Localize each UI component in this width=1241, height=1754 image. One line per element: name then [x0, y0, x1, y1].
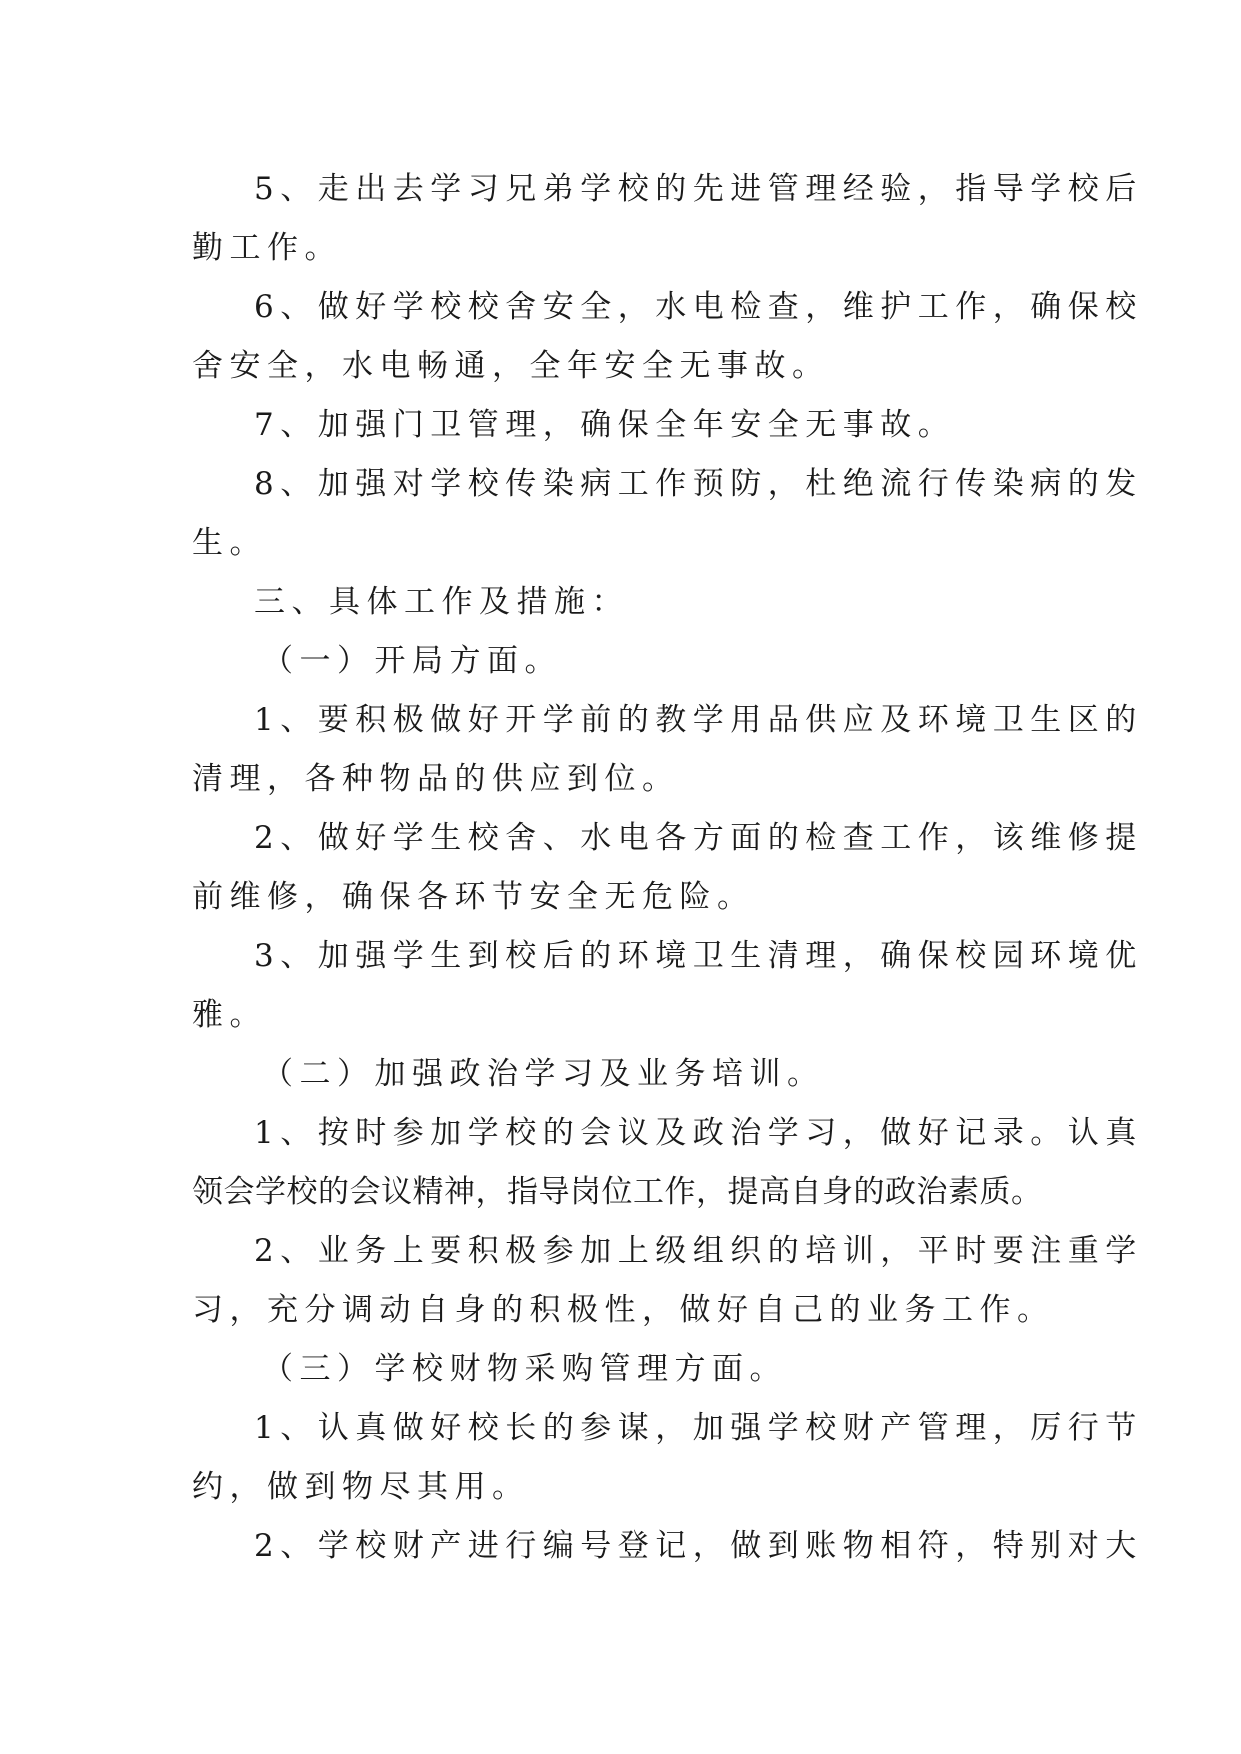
paragraph-line: 1、认真做好校长的参谋，加强学校财产管理，厉行节: [254, 1410, 1143, 1446]
paragraph-line: 5、走出去学习兄弟学校的先进管理经验，指导学校后: [254, 171, 1143, 207]
paragraph-line: 7、加强门卫管理，确保全年安全无事故。: [254, 407, 956, 443]
paragraph-line: 8、加强对学校传染病工作预防，杜绝流行传染病的发: [254, 466, 1143, 502]
section-heading: 三、具体工作及措施：: [254, 584, 629, 620]
paragraph-line: 清理，各种物品的供应到位。: [192, 761, 680, 797]
paragraph-line: 生。: [192, 525, 267, 561]
paragraph-line: 勤工作。: [192, 230, 342, 266]
subsection-heading: （二）加强政治学习及业务培训。: [262, 1056, 825, 1092]
paragraph-line: 1、要积极做好开学前的教学用品供应及环境卫生区的: [254, 702, 1143, 738]
paragraph-line: 舍安全，水电畅通，全年安全无事故。: [192, 348, 830, 384]
paragraph-line: 前维修，确保各环节安全无危险。: [192, 879, 755, 915]
paragraph-line: 约，做到物尽其用。: [192, 1469, 530, 1505]
paragraph-line: 2、学校财产进行编号登记，做到账物相符，特别对大: [254, 1528, 1143, 1564]
paragraph-line: 领会学校的会议精神，指导岗位工作，提高自身的政治素质。: [192, 1174, 1043, 1210]
paragraph-line: 习，充分调动自身的积极性，做好自己的业务工作。: [192, 1292, 1055, 1328]
document-body: [192, 160, 1143, 1576]
paragraph-line: 3、加强学生到校后的环境卫生清理，确保校园环境优: [254, 938, 1143, 974]
paragraph-line: 2、业务上要积极参加上级组织的培训，平时要注重学: [254, 1233, 1143, 1269]
subsection-heading: （一）开局方面。: [262, 643, 562, 679]
subsection-heading: （三）学校财物采购管理方面。: [262, 1351, 787, 1387]
paragraph-line: 1、按时参加学校的会议及政治学习，做好记录。认真: [254, 1115, 1143, 1151]
paragraph-line: 2、做好学生校舍、水电各方面的检查工作，该维修提: [254, 820, 1143, 856]
paragraph-line: 雅。: [192, 997, 267, 1033]
paragraph-line: 6、做好学校校舍安全，水电检查，维护工作，确保校: [254, 289, 1143, 325]
